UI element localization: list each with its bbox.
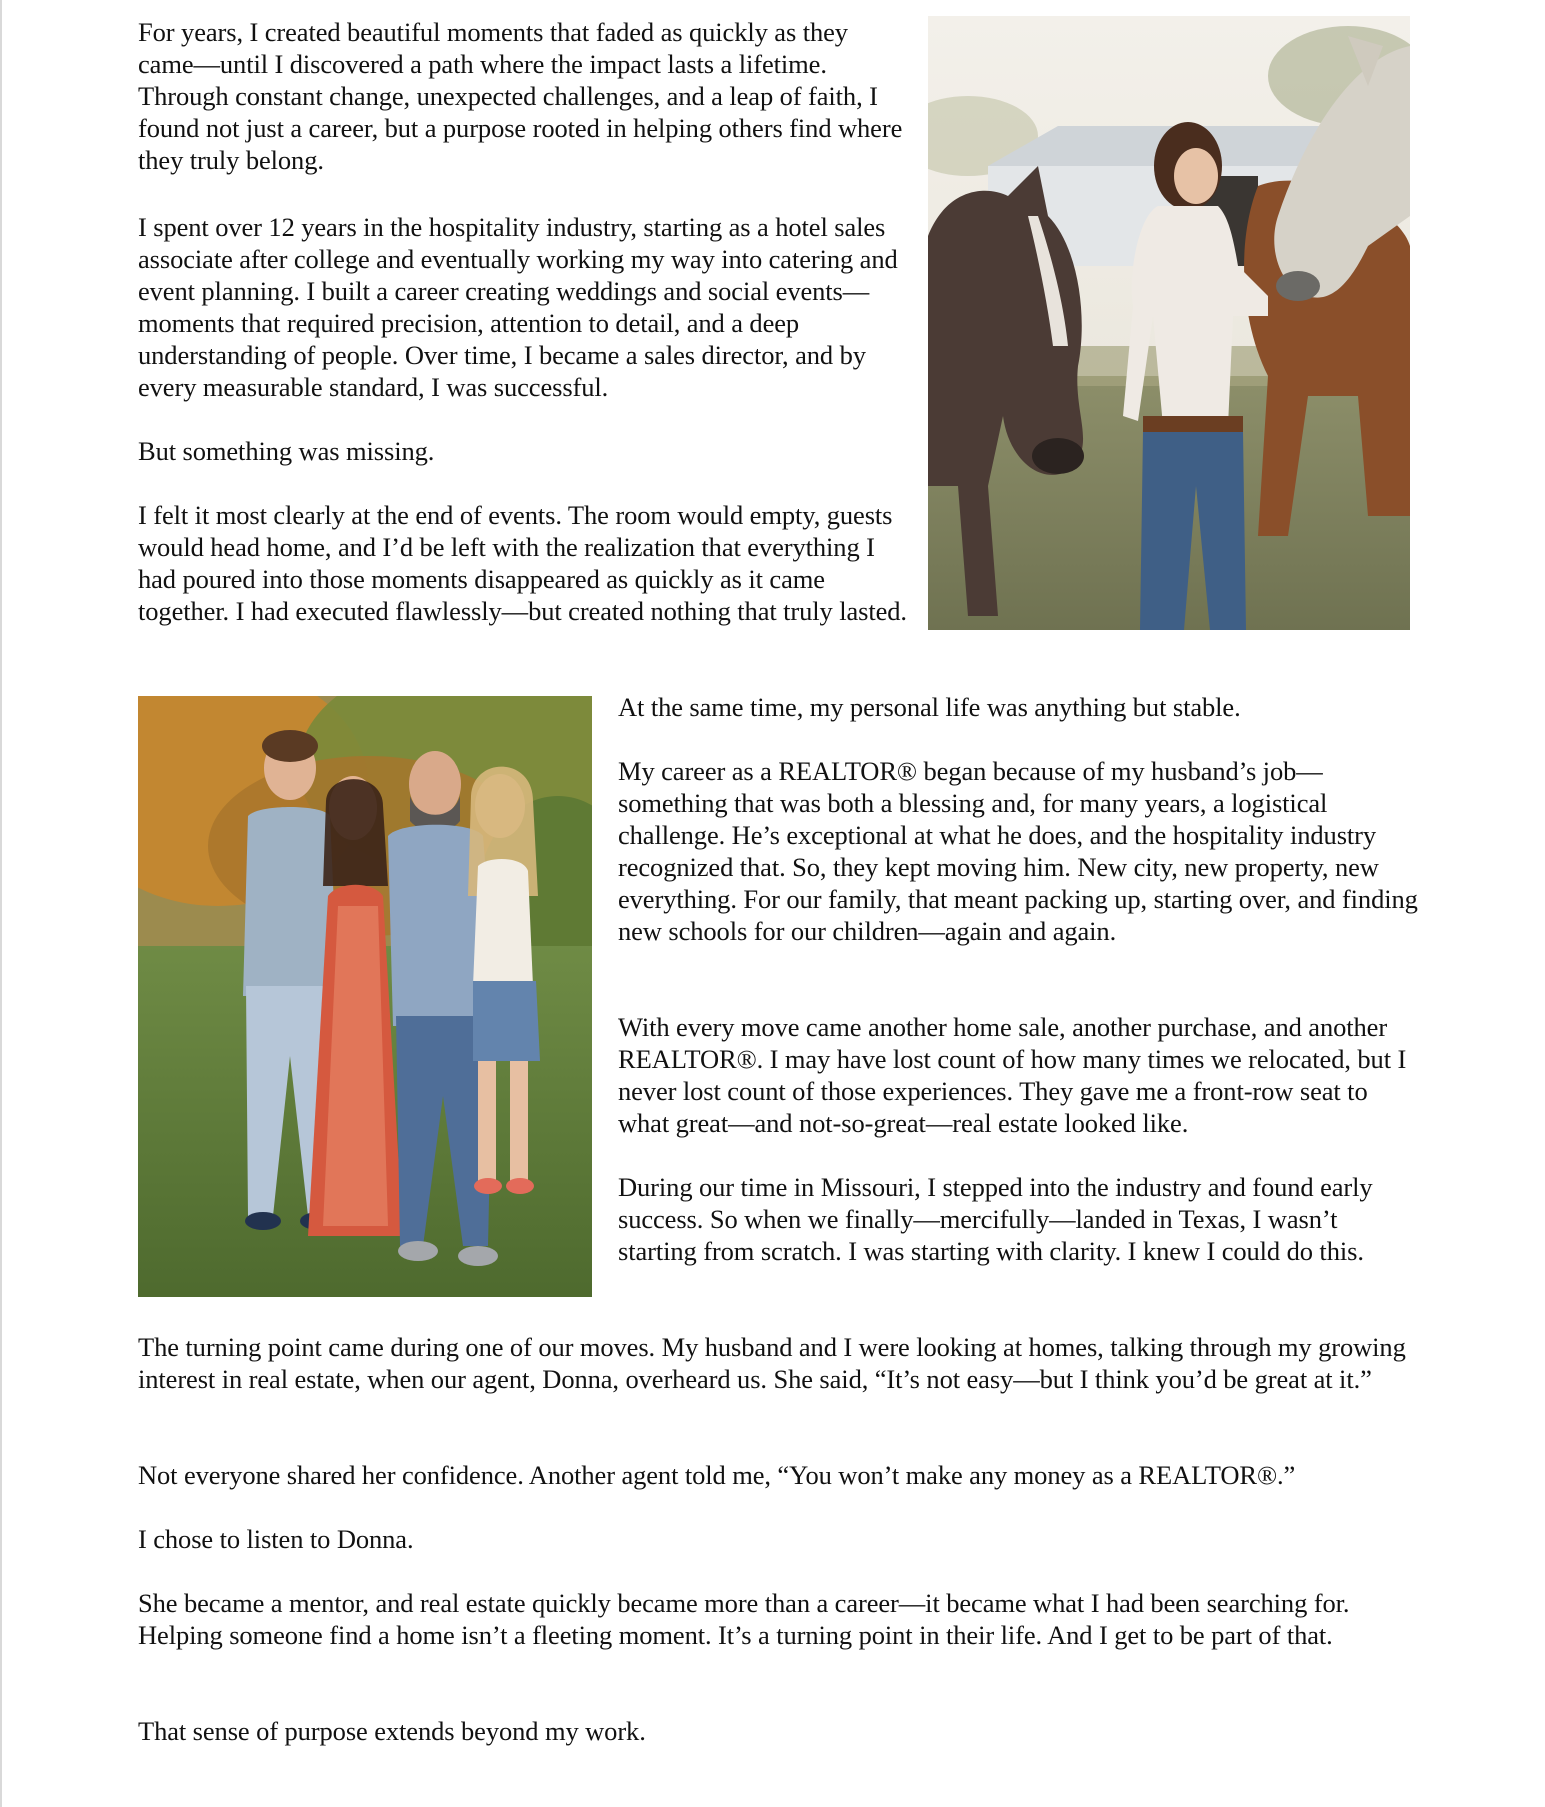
paragraph-every-move: With every move came another home sale, another purchase, and another REALTOR®. I may have lost count of how many times we relocated, but I never lost count of those experiences. They gave me a front-row seat to what great—and not-so-great—real estate looked like. xyxy=(618,1012,1407,1138)
paragraph-hospitality-career: I spent over 12 years in the hospitality industry, starting as a hotel sales associate after college and eventually working my way into catering and event planning. I built a career creating weddings and social events—moments that required precision, attention to detail, and a deep understanding of people. Over time, I became a sales director, and by every measurable standard, I was successful. xyxy=(138,212,898,402)
photo-family-portrait xyxy=(138,696,592,1297)
page-edge-divider xyxy=(0,0,2,1807)
paragraph-something-missing: But something was missing. xyxy=(138,436,435,466)
horses-photo-illustration xyxy=(928,16,1410,630)
paragraph-intro: For years, I created beautiful moments that faded as quickly as they came—until I discovered a path where the impact lasts a lifetime. Through constant change, unexpected challenges, and a leap of faith, I found not just a career, but a purpose rooted in helping others find where they truly belong. xyxy=(138,17,903,175)
paragraph-turning-point: The turning point came during one of our moves. My husband and I were looking at homes, talking through my growing interest in real estate, when our agent, Donna, overheard us. She said, “It’s not easy—but I think you’d be great at it.” xyxy=(138,1332,1406,1394)
paragraph-personal-life: At the same time, my personal life was anything but stable. xyxy=(618,692,1241,722)
paragraph-mentor: She became a mentor, and real estate quickly became more than a career—it became what I had been searching for. Helping someone find a home isn’t a fleeting moment. It’s a turning point in their life. And I get to be part of that. xyxy=(138,1588,1350,1650)
paragraph-listen-to-donna: I chose to listen to Donna. xyxy=(138,1524,414,1554)
family-photo-illustration xyxy=(138,696,592,1297)
photo-woman-with-horses xyxy=(928,16,1410,630)
paragraph-end-of-events: I felt it most clearly at the end of events. The room would empty, guests would head home, and I’d be left with the realization that everything I had poured into those moments disappeared as quickly as it came together. I had executed flawlessly—but created nothing that truly lasted. xyxy=(138,500,907,626)
paragraph-sense-of-purpose: That sense of purpose extends beyond my work. xyxy=(138,1716,646,1746)
paragraph-realtor-career-start: My career as a REALTOR® began because of my husband’s job—something that was both a blessing and, for many years, a logistical challenge. He’s exceptional at what he does, and the hospitality industry recognized that. So, they kept moving him. New city, new property, new everything. For our family, that meant packing up, starting over, and finding new schools for our children—again and again. xyxy=(618,756,1418,946)
paragraph-missouri-texas: During our time in Missouri, I stepped into the industry and found early success. So when we finally—mercifully—landed in Texas, I wasn’t starting from scratch. I was starting with clarity. I knew I could do this. xyxy=(618,1172,1373,1266)
paragraph-not-everyone: Not everyone shared her confidence. Another agent told me, “You won’t make any money as a REALTOR®.” xyxy=(138,1460,1296,1490)
